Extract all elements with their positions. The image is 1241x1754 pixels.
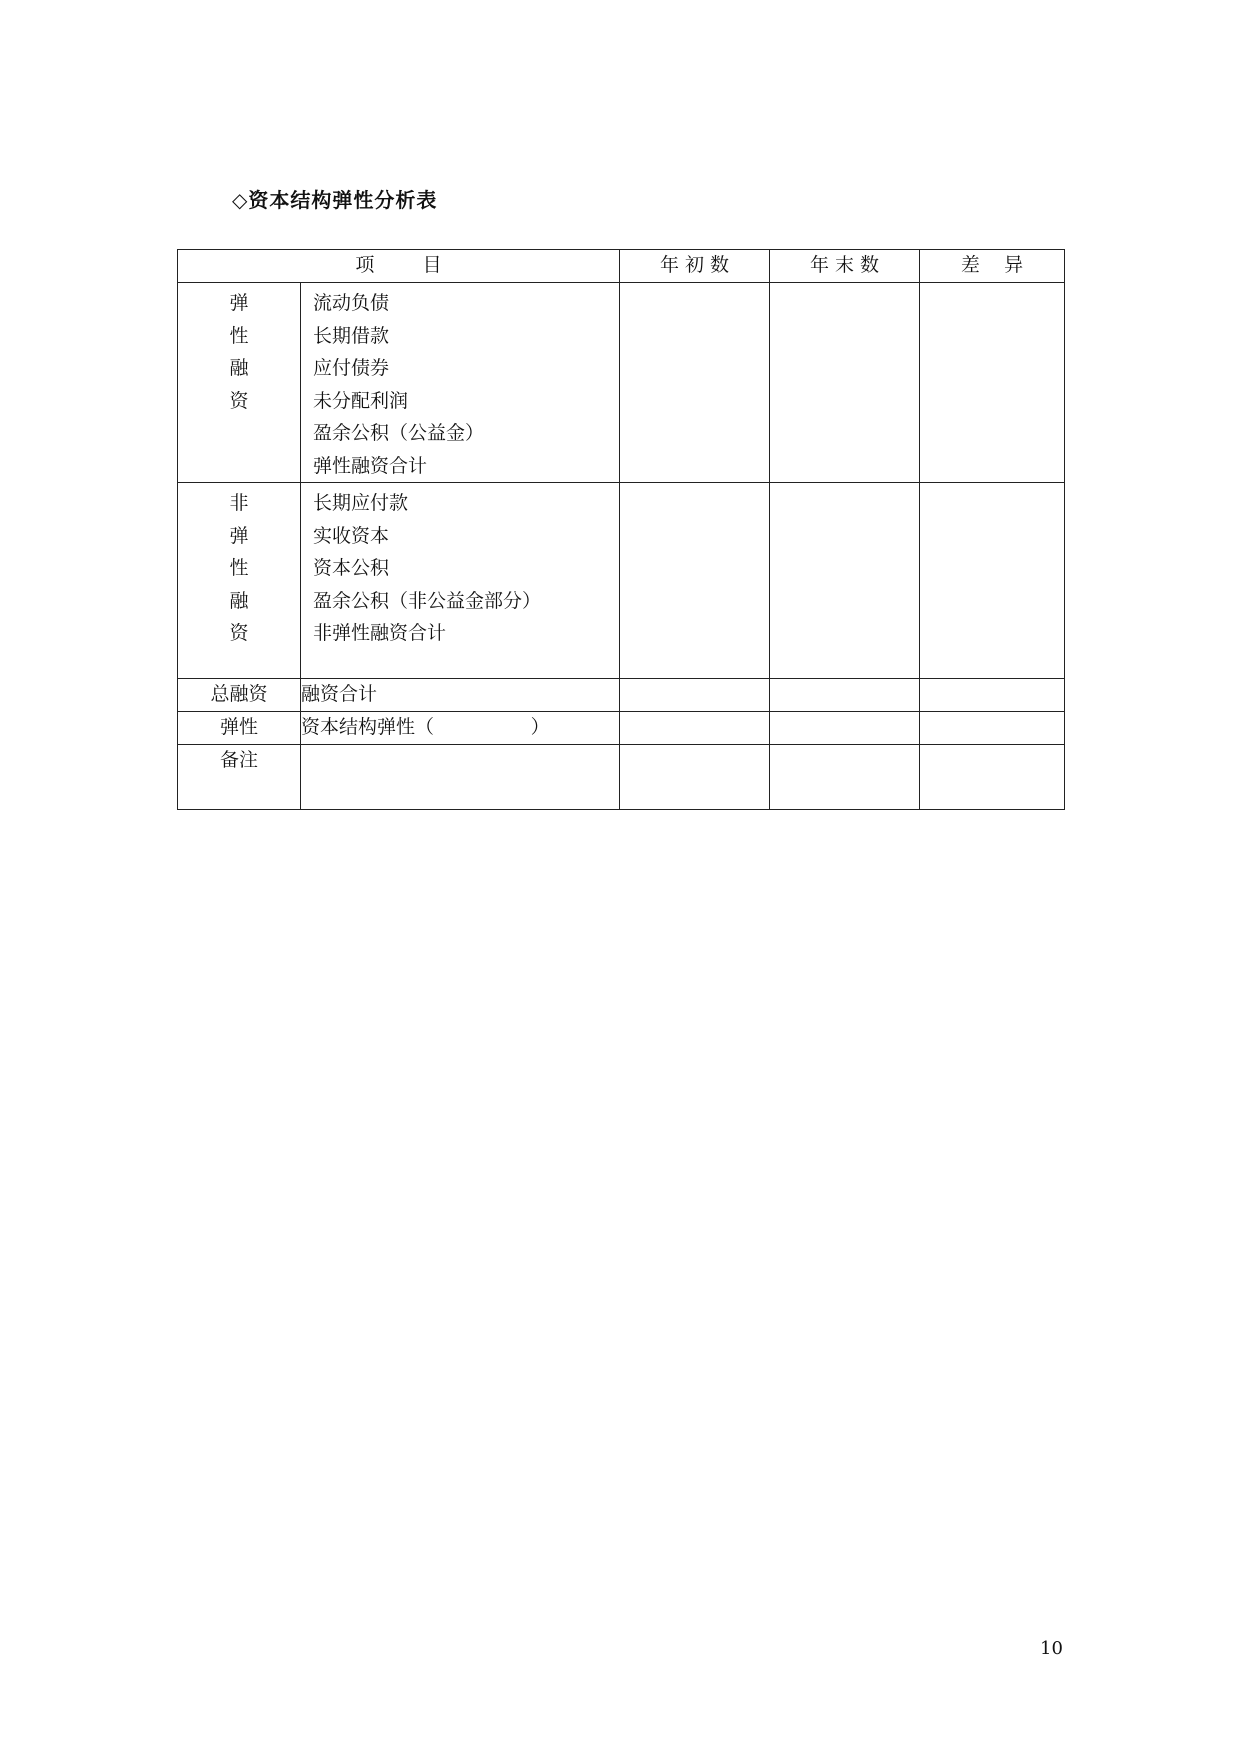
header-item: 项 目	[178, 250, 620, 283]
category-char: 融	[229, 357, 249, 379]
category-char: 性	[229, 557, 249, 579]
item-paid-in-capital: 实收资本	[313, 524, 390, 547]
non-elastic-end-cell	[770, 483, 920, 679]
category-char: 融	[229, 589, 249, 612]
total-diff-cell	[920, 679, 1065, 712]
item-non-elastic-subtotal: 非弹性融资合计	[313, 622, 447, 644]
item-elastic-subtotal: 弹性融资合计	[313, 454, 428, 477]
item-bonds-payable: 应付债券	[313, 357, 390, 379]
item-long-term-loans: 长期借款	[313, 324, 390, 347]
item-capital-reserve: 资本公积	[313, 557, 390, 579]
capital-structure-elasticity-table	[177, 249, 1065, 810]
elastic-end-cell	[770, 283, 920, 483]
item-current-liabilities: 流动负债	[313, 292, 390, 314]
elasticity-item: 资本结构弹性（ ）	[301, 712, 620, 745]
item-surplus-reserve-welfare: 盈余公积（公益金）	[313, 422, 485, 444]
elasticity-end-cell	[770, 712, 920, 745]
remark-end-cell	[770, 745, 920, 810]
total-item: 融资合计	[301, 679, 620, 712]
non-elastic-begin-cell	[620, 483, 770, 679]
total-begin-cell	[620, 679, 770, 712]
remark-content-cell	[301, 745, 620, 810]
total-end-cell	[770, 679, 920, 712]
category-char: 资	[229, 622, 249, 644]
category-char: 弹	[229, 292, 249, 314]
elasticity-category: 弹性	[178, 712, 301, 745]
elastic-begin-cell	[620, 283, 770, 483]
item-undistributed-profit: 未分配利润	[313, 389, 409, 412]
non-elastic-category-cell	[178, 483, 301, 679]
non-elastic-items-cell	[301, 483, 620, 679]
elasticity-row	[178, 712, 1065, 745]
elastic-financing-row	[178, 283, 1065, 483]
total-category: 总融资	[178, 679, 301, 712]
remark-category: 备注	[178, 745, 301, 810]
remark-begin-cell	[620, 745, 770, 810]
elasticity-diff-cell	[920, 712, 1065, 745]
remark-row	[178, 745, 1065, 810]
non-elastic-financing-row	[178, 483, 1065, 679]
elastic-items-cell	[301, 283, 620, 483]
category-char: 性	[229, 324, 249, 347]
elastic-diff-cell	[920, 283, 1065, 483]
non-elastic-diff-cell	[920, 483, 1065, 679]
header-diff: 差 异	[920, 250, 1065, 283]
total-financing-row	[178, 679, 1065, 712]
remark-diff-cell	[920, 745, 1065, 810]
item-long-term-payables: 长期应付款	[313, 492, 409, 514]
header-row	[178, 250, 1065, 283]
page-title: ◇资本结构弹性分析表	[232, 188, 438, 212]
page-number: 10	[1040, 1638, 1063, 1659]
category-char: 弹	[229, 524, 249, 547]
category-char: 资	[229, 389, 249, 412]
header-begin: 年 初 数	[620, 250, 770, 283]
item-surplus-reserve-non-welfare: 盈余公积（非公益金部分）	[313, 589, 542, 612]
elastic-category-cell	[178, 283, 301, 483]
header-end: 年 末 数	[770, 250, 920, 283]
elasticity-begin-cell	[620, 712, 770, 745]
category-char: 非	[229, 492, 249, 514]
